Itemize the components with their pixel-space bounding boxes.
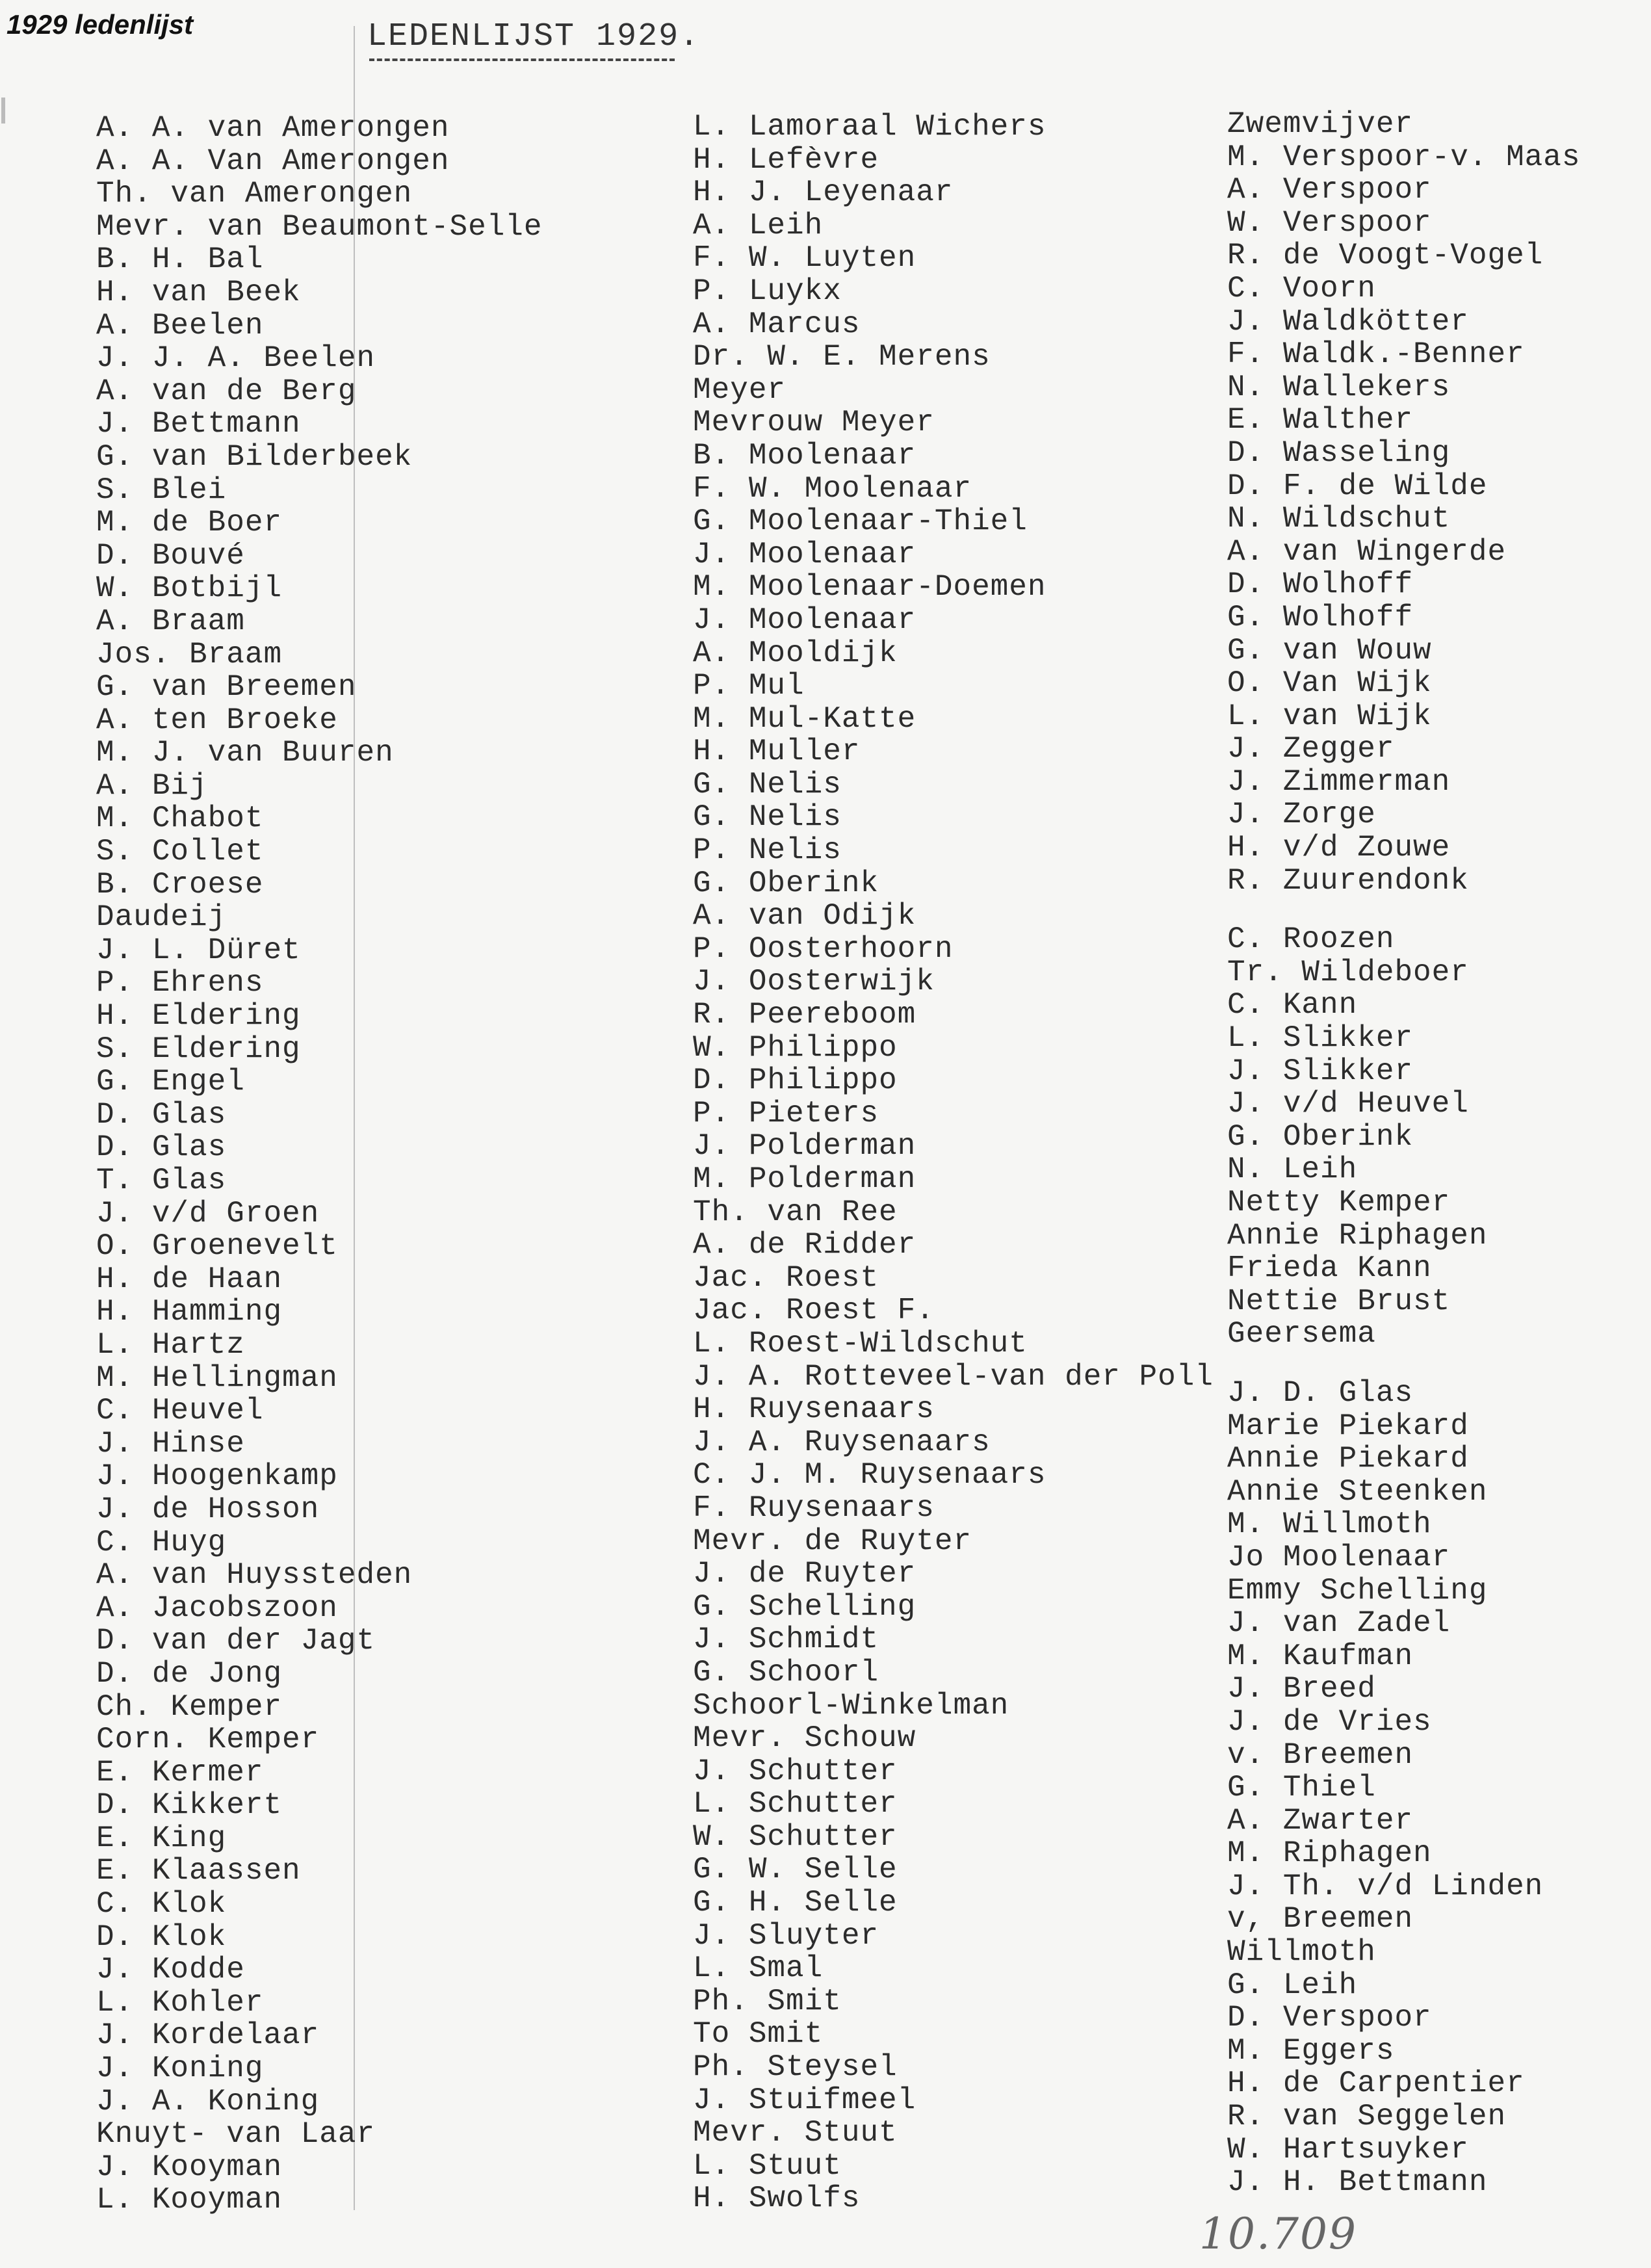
member-name: D. Verspoor [1227,2001,1432,2035]
member-name: S. Collet [96,835,264,869]
member-name: C. Heuvel [96,1394,264,1428]
member-name: L. Slikker [1227,1021,1414,1056]
member-name: Mevr. Schouw [693,1721,916,1756]
member-name: Marie Piekard [1227,1409,1469,1443]
member-name: v. Breemen [1227,1738,1414,1772]
member-name: Annie Piekard [1227,1442,1469,1476]
member-name: J. v/d Groen [96,1196,320,1231]
member-name: F. W. Moolenaar [693,471,972,506]
archive-number: 10.709 [1199,2209,1357,2259]
member-name: Tr. Wildeboer [1227,955,1469,989]
member-name: J. de Hosson [96,1492,320,1526]
member-name: A. A. Van Amerongen [96,144,450,178]
member-name: Annie Steenken [1227,1474,1488,1509]
member-name: J. Hinse [96,1426,245,1461]
member-name: L. Roest-Wildschut [693,1326,1028,1361]
member-name: J. Polderman [693,1129,916,1164]
member-name: F. W. Luyten [693,241,916,276]
member-name: R. van Seggelen [1227,2100,1507,2134]
member-name: G. Nelis [693,767,842,802]
member-name: Willmoth [1227,1935,1376,1970]
member-name: H. de Carpentier [1227,2066,1525,2101]
member-name: D. Philippo [693,1063,898,1098]
member-name: C. Roozen [1227,922,1395,957]
member-name: J. Schmidt [693,1623,879,1657]
member-name: G. H. Selle [693,1886,898,1920]
member-name: M. Riphagen [1227,1836,1432,1871]
member-name: P. Oosterhoorn [693,932,954,966]
member-name: v, Breemen [1227,1902,1414,1936]
member-name: Th. van Amerongen [96,177,413,211]
member-name: Ch. Kemper [96,1689,283,1724]
list-spacer [1227,897,1581,923]
list-spacer [1227,1351,1581,1377]
member-name: J. A. Ruysenaars [693,1425,991,1459]
member-column-2 [693,111,1214,2215]
member-name: D. Bouvé [96,538,245,573]
member-name: H. Swolfs [693,2182,861,2216]
member-name: A. Jacobszoon [96,1591,338,1625]
member-name: W. Verspoor [1227,205,1432,240]
member-name: N. Wildschut [1227,502,1451,536]
member-name: D. van der Jagt [96,1624,376,1658]
member-name: G. Schoorl [693,1655,879,1689]
member-name: A. Mooldijk [693,636,898,670]
member-name: G. Leih [1227,1968,1358,2002]
member-name: C. Kann [1227,988,1358,1023]
member-name: Jos. Braam [96,637,283,671]
member-name: J. van Zadel [1227,1606,1451,1641]
member-name: J. Kodde [96,1953,245,1987]
member-name: A. A. van Amerongen [96,111,450,145]
member-name: Schoorl-Winkelman [693,1688,1009,1723]
member-name: P. Ehrens [96,966,264,1000]
member-name: R. Peereboom [693,998,916,1032]
member-name: L. Hartz [96,1327,245,1362]
member-name: J. Kooyman [96,2150,283,2184]
member-name: P. Nelis [693,833,842,868]
member-name: L. Kohler [96,1985,264,2020]
member-name: J. A. Rotteveel-van der Poll [693,1359,1214,1394]
member-name: J. Moolenaar [693,537,916,571]
member-name: W. Philippo [693,1030,898,1065]
member-name: A. van de Berg [96,374,357,408]
member-name: Mevr. de Ruyter [693,1524,972,1558]
member-name: G. Engel [96,1065,245,1099]
member-name: M. Willmoth [1227,1507,1432,1542]
member-name: G. Schelling [693,1589,916,1624]
member-name: M. Eggers [1227,2033,1395,2068]
member-name: E. King [96,1821,227,1855]
member-name: G. van Wouw [1227,633,1432,668]
member-name: E. Klaassen [96,1854,301,1888]
member-name: D. Glas [96,1097,227,1132]
member-name: A. Braam [96,604,245,638]
member-name: M. J. van Buuren [96,736,394,770]
member-name: A. van Huyssteden [96,1558,413,1593]
member-name: D. Wasseling [1227,436,1451,470]
member-name: L. Schutter [693,1787,898,1821]
member-name: J. Schutter [693,1754,898,1788]
member-name: J. Stuifmeel [693,2083,916,2117]
member-name: B. Moolenaar [693,438,916,473]
member-name: Jac. Roest [693,1260,879,1295]
member-name: A. Verspoor [1227,173,1432,207]
caption: 1929 ledenlijst [6,9,194,40]
member-name: N. Wallekers [1227,370,1451,404]
member-name: G. van Breemen [96,670,357,705]
member-name: A. Zwarter [1227,1803,1414,1838]
member-name: A. Leih [693,208,824,242]
member-name: J. L. Düret [96,933,301,967]
member-name: Zwemvijver [1227,107,1414,141]
member-column-3 [1227,108,1581,2199]
member-name: Corn. Kemper [96,1723,320,1757]
member-name: To Smit [693,2017,824,2052]
member-name: J. de Ruyter [693,1557,916,1591]
member-name: M. Mul-Katte [693,701,916,736]
member-name: L. Smal [693,1951,824,1986]
member-name: D. Klok [96,1920,227,1954]
member-name: J. Waldkötter [1227,304,1469,339]
member-name: G. Nelis [693,800,842,835]
member-name: Geersema [1227,1317,1376,1351]
member-name: J. Slikker [1227,1054,1414,1088]
member-name: J. Zegger [1227,732,1395,766]
member-name: D. de Jong [96,1656,283,1691]
member-name: W. Hartsuyker [1227,2132,1469,2167]
member-name: J. D. Glas [1227,1375,1414,1410]
member-name: J. Oosterwijk [693,965,935,999]
member-name: M. Kaufman [1227,1639,1414,1673]
member-name: Emmy Schelling [1227,1573,1488,1608]
member-name: O. Van Wijk [1227,666,1432,701]
member-name: J. Zorge [1227,798,1376,832]
member-name: Mevr. Stuut [693,2116,898,2150]
member-name: A. van Wingerde [1227,534,1507,569]
member-name: C. Voorn [1227,271,1376,306]
member-name: H. Hamming [96,1295,283,1329]
member-name: W. Schutter [693,1819,898,1854]
member-name: T. Glas [96,1164,227,1197]
member-name: D. Glas [96,1130,227,1165]
member-name: H. Muller [693,735,861,769]
member-name: C. Klok [96,1887,227,1922]
member-name: F. Ruysenaars [693,1491,935,1525]
member-name: E. Walther [1227,403,1414,437]
member-name: S. Blei [96,473,227,507]
member-name: Meyer [693,372,786,407]
member-name: D. Kikkert [96,1788,283,1823]
member-name: L. Kooyman [96,2183,283,2217]
member-name: P. Pieters [693,1096,879,1130]
member-name: M. Polderman [693,1162,916,1196]
member-name: A. van Odijk [693,899,916,933]
member-name: G. Oberink [693,866,879,900]
member-name: Frieda Kann [1227,1251,1432,1286]
member-name: Ph. Steysel [693,2050,898,2085]
member-name: Daudeij [96,900,227,935]
member-name: W. Botbijl [96,571,283,606]
member-name: D. Wolhoff [1227,567,1414,602]
member-name: A. Marcus [693,307,861,341]
member-name: M. Verspoor-v. Maas [1227,140,1581,174]
member-name: G. Wolhoff [1227,600,1414,634]
paper-edge-mark [1,98,5,124]
member-name: H. de Haan [96,1262,283,1296]
member-name: A. Beelen [96,308,264,343]
member-name: J. Th. v/d Linden [1227,1869,1544,1903]
member-name: G. Oberink [1227,1119,1414,1154]
member-name: H. J. Leyenaar [693,176,954,210]
member-name: H. Eldering [96,999,301,1034]
member-name: A. Bij [96,768,208,803]
member-name: M. Moolenaar-Doemen [693,570,1046,605]
member-name: J. A. Koning [96,2084,320,2118]
member-name: L. Stuut [693,2148,842,2183]
member-name: Mevrouw Meyer [693,406,935,440]
member-name: C. Huyg [96,1525,227,1559]
member-name: B. H. Bal [96,242,264,277]
member-name: J. Breed [1227,1672,1376,1706]
member-name: Th. van Ree [693,1195,898,1229]
member-name: C. J. M. Ruysenaars [693,1458,1046,1492]
member-name: G. Thiel [1227,1771,1376,1805]
member-name: H. v/d Zouwe [1227,831,1451,865]
member-name: G. W. Selle [693,1853,898,1887]
member-name: A. de Ridder [693,1228,916,1262]
member-name: Jo Moolenaar [1227,1540,1451,1574]
member-name: F. Waldk.-Benner [1227,337,1525,372]
member-name: J. de Vries [1227,1704,1432,1739]
member-name: M. Chabot [96,802,264,836]
member-name: E. Kermer [96,1755,264,1790]
member-name: G. van Bilderbeek [96,439,413,474]
member-name: J. J. A. Beelen [96,341,376,376]
member-name: Knuyt- van Laar [96,2117,376,2152]
member-column-1 [96,112,543,2217]
member-name: J. Koning [96,2052,264,2086]
member-name: Dr. W. E. Merens [693,340,991,374]
member-name: M. de Boer [96,506,283,540]
member-name: Annie Riphagen [1227,1218,1488,1253]
member-name: M. Hellingman [96,1361,338,1395]
title-underline [369,59,675,61]
member-name: Mevr. van Beaumont-Selle [96,209,543,244]
member-name: Ph. Smit [693,1984,842,2018]
member-name: J. Sluyter [693,1918,879,1953]
member-name: J. v/d Heuvel [1227,1087,1469,1121]
member-name: N. Leih [1227,1153,1358,1187]
member-name: J. Bettmann [96,407,301,441]
member-name: A. ten Broeke [96,703,338,737]
page-title: LEDENLIJST 1929. [367,18,701,55]
member-name: R. de Voogt-Vogel [1227,239,1544,273]
member-name: O. Groenevelt [96,1229,338,1264]
member-name: Jac. Roest F. [693,1294,935,1328]
member-name: H. Lefèvre [693,142,879,177]
member-name: S. Eldering [96,1032,301,1066]
member-name: R. Zuurendonk [1227,863,1469,898]
member-name: J. H. Bettmann [1227,2165,1488,2200]
member-name: L. van Wijk [1227,699,1432,733]
member-name: P. Luykx [693,274,842,308]
member-name: H. van Beek [96,275,301,309]
member-name: J. Hoogenkamp [96,1459,338,1494]
member-name: L. Lamoraal Wichers [693,110,1046,144]
member-name: P. Mul [693,669,805,703]
member-name: B. Croese [96,867,264,902]
member-name: Nettie Brust [1227,1284,1451,1318]
member-name: J. Moolenaar [693,603,916,637]
member-name: H. Ruysenaars [693,1392,935,1427]
member-name: Netty Kemper [1227,1186,1451,1219]
member-name: G. Moolenaar-Thiel [693,504,1028,539]
member-name: D. F. de Wilde [1227,469,1488,503]
member-name: J. Zimmerman [1227,764,1451,799]
member-name: J. Kordelaar [96,2018,320,2053]
